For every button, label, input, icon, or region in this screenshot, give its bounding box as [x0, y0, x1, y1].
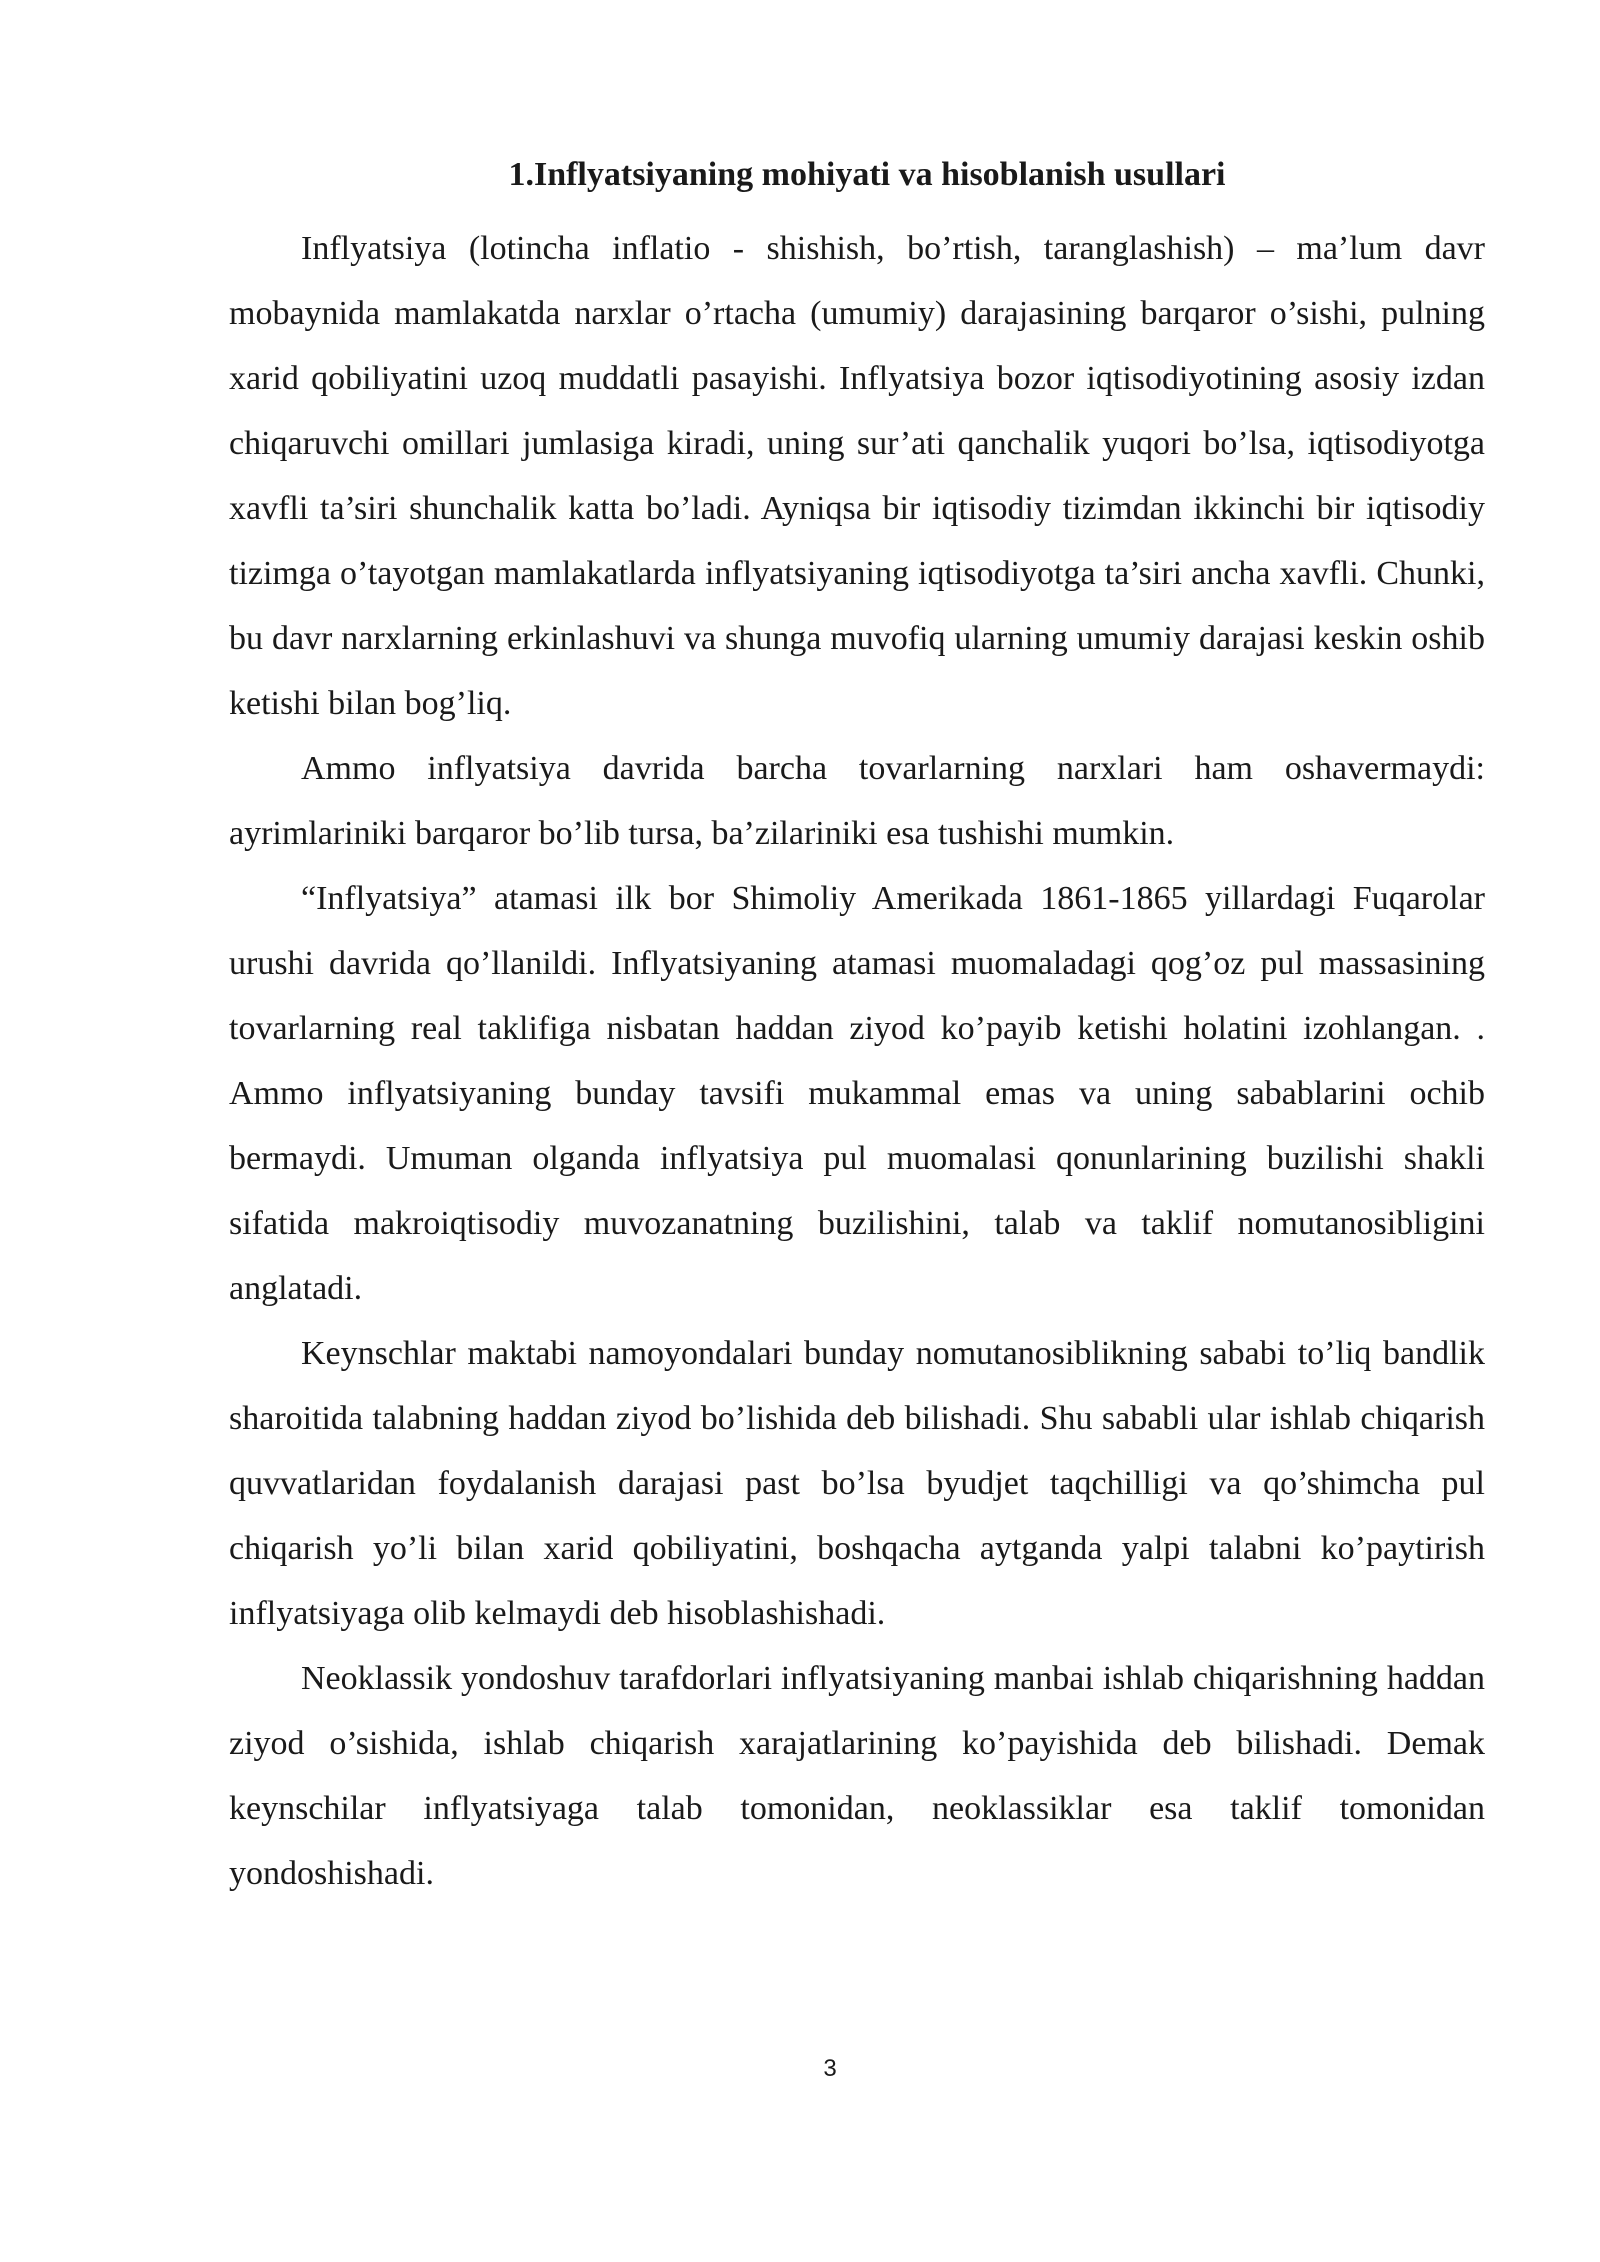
paragraph-history: “Inflyatsiya” atamasi ilk bor Shimoliy Amerikada 1861-1865 yillardagi Fuqarolar urushi davrida qo’llanildi. Inflyatsiyaning atamasi muomaladagi qog’oz pul massasining tovarlarning real taklifiga nisbatan haddan ziyod ko’payib ketishi holatini izohlangan. . Ammo inflyatsiyaning bunday tavsifi mukammal emas va uning sabablarini ochib bermaydi. Umuman olganda inflyatsiya pul muomalasi qonunlarining buzilishi shakli sifatida makroiqtisodiy muvozanatning buzilishini, talab va taklif nomutanosibligini anglatadi.: [229, 880, 1485, 1307]
paragraph-prices: Ammo inflyatsiya davrida barcha tovarlarning narxlari ham oshavermaydi: ayrimlariniki barqaror bo’lib tursa, ba’zilariniki esa tushishi mumkin.: [229, 750, 1485, 852]
page-number: 3: [823, 2055, 837, 2082]
paragraph-neoclassical: Neoklassik yondoshuv tarafdorlari inflyatsiyaning manbai ishlab chiqarishning haddan ziyod o’sishida, ishlab chiqarish xarajatlarining ko’payishida deb bilishadi. Demak keynschilar inflyatsiyaga talab tomonidan, neoklassiklar esa taklif tomonidan yondoshishadi.: [229, 1660, 1485, 1892]
section-title: 1.Inflyatsiyaning mohiyati va hisoblanish usullari: [508, 156, 1226, 193]
document-page: [229, 150, 1485, 1906]
paragraph-definition: Inflyatsiya (lotincha inflatio - shishish, bo’rtish, taranglashish) – ma’lum davr mobaynida mamlakatda narxlar o’rtacha (umumiy) darajasining barqaror o’sishi, pulning xarid qobiliyatini uzoq muddatli pasayishi. Inflyatsiya bozor iqtisodiyotining asosiy izdan chiqaruvchi omillari jumlasiga kiradi, uning sur’ati qanchalik yuqori bo’lsa, iqtisodiyotga xavfli ta’siri shunchalik katta bo’ladi. Ayniqsa bir iqtisodiy tizimdan ikkinchi bir iqtisodiy tizimga o’tayotgan mamlakatlarda inflyatsiyaning iqtisodiyotga ta’siri ancha xavfli. Chunki, bu davr narxlarning erkinlashuvi va shunga muvofiq ularning umumiy darajasi keskin oshib ketishi bilan bog’liq.: [229, 230, 1485, 722]
paragraph-keynesian: Keynschlar maktabi namoyondalari bunday nomutanosiblikning sababi to’liq bandlik sharoitida talabning haddan ziyod bo’lishida deb bilishadi. Shu sababli ular ishlab chiqarish quvvatlaridan foydalanish darajasi past bo’lsa byudjet taqchilligi va qo’shimcha pul chiqarish yo’li bilan xarid qobiliyatini, boshqacha aytganda yalpi talabni ko’paytirish inflyatsiyaga olib kelmaydi deb hisoblashishadi.: [229, 1335, 1485, 1632]
